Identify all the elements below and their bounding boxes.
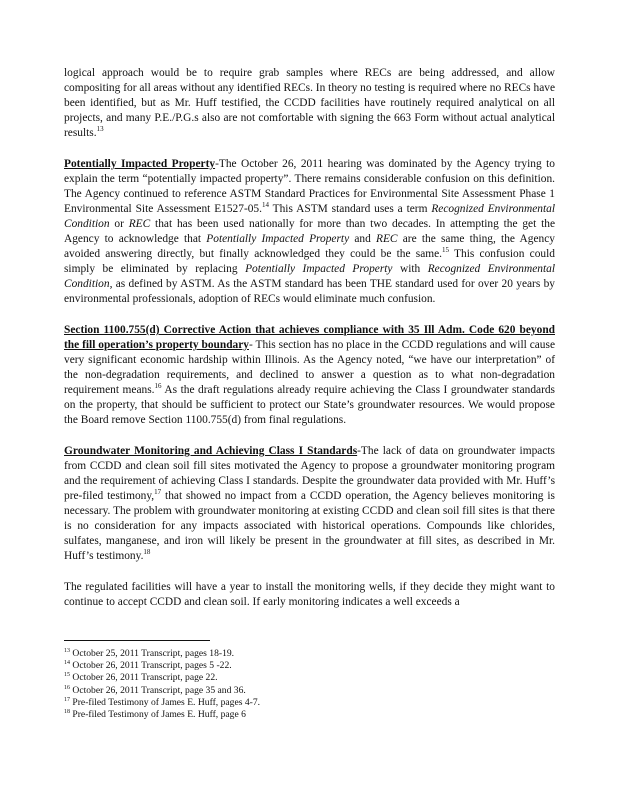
paragraph-potentially-impacted-property: Potentially Impacted Property-The October 26, 2011 hearing was dominated by the Agency trying to explain the term “potentially impacted property”. There remains considerable confusion on this definition. The Agency continued to reference ASTM Standard Practices for Environmental Site Assessment Phase 1 Environmental Site Assessment E1527-05.14 This ASTM standard uses a term Recognized Environmental Condition or REC that has been used nationally for more than two decades. In attempting the get the Agency to acknowledge that Potentially Impacted Property and REC are the same thing, the Agency avoided answering directly, but finally acknowledged they could be the same.$^{15}$ This confusion could simply be eliminated by replacing Potentially Impacted Property with Recognized Environmental Condition, as defined by ASTM. As the ASTM standard has been THE standard used for over 20 years by environmental professionals, adoption of RECs would eliminate much confusion. <box>64 158 556 305</box>
footnote-ref-13: 13 <box>96 125 104 134</box>
footnotes <box>64 640 555 721</box>
paragraph-sampling-approach: logical approach would be to require grab samples where RECs are being addressed, and allow compositing for all areas without any identified RECs. In theory no testing is required where no RECs have been identified, but as Mr. Huff testified, the CCDD facilities have routinely required analytical on all projects, and many P.E./P.G.s also are not comfortable with signing the 663 Form without actual analytical results.$^{13}$ <box>64 67 555 139</box>
footnote-ref-14: 14 <box>261 201 269 210</box>
footnote-16: $^{16}$ October 26, 2011 Transcript, page 35 and 36. <box>64 684 246 696</box>
footnote-ref-15: 15 <box>442 246 450 255</box>
section-heading-potentially-impacted-property: Potentially Impacted Property <box>64 158 216 170</box>
section-heading-groundwater-monitoring: Groundwater Monitoring and Achieving Class I Standards <box>64 445 358 457</box>
footnote-15: $^{15}$ October 26, 2011 Transcript, page 22. <box>64 672 218 684</box>
paragraph-section-1100-755d: Section 1100.755(d) Corrective Action that achieves compliance with 35 Ill Adm. Code 620 beyond the fill operation’s property boundary- This section has no place in the CCDD regulations and will cause very significant economic hardship within Illinois. As the Agency noted, “we have our interpretation” of the non-degradation requirements, and declined to answer a question as to what non-degradation requirement means.$^{16}$ As the draft regulations already require achieving the Class I groundwater standards on the property, that should be sufficient to protect our State’s groundwater resources. We would propose the Board remove Section 1100.755(d) from final regulations. <box>64 324 555 426</box>
footnote-divider <box>64 640 210 641</box>
footnote-ref-17: 17 <box>154 488 162 497</box>
paragraph-monitoring-wells: The regulated facilities will have a year to install the monitoring wells, if they decide they might want to continue to accept CCDD and clean soil. If early monitoring indicates a well exceeds a <box>64 581 555 608</box>
footnote-17: $^{17}$ Pre-filed Testimony of James E. Huff, pages 4-7. <box>64 696 261 708</box>
footnote-ref-16: 16 <box>154 382 162 391</box>
footnote-ref-18: 18 <box>143 548 151 557</box>
section-heading-corrective-action: Section 1100.755(d) Corrective Action that achieves compliance with 35 Ill Adm. Code 620 beyond the fill operation’s property boundary <box>64 324 555 351</box>
footnote-18: $^{18}$ Pre-filed Testimony of James E. Huff, page 6 <box>64 708 246 721</box>
footnote-13: $^{13}$ October 25, 2011 Transcript, pages 18-19. <box>64 647 235 659</box>
body-text <box>64 66 555 610</box>
footnote-14: $^{14}$ October 26, 2011 Transcript, pages 5 -22. <box>64 660 232 672</box>
paragraph-groundwater-monitoring: Groundwater Monitoring and Achieving Class I Standards-The lack of data on groundwater impacts from CCDD and clean soil fill sites motivated the Agency to propose a groundwater monitoring program and the requirement of achieving Class I standards. Despite the groundwater data provided with Mr. Huff’s pre-filed testimony,$^{17}$ that showed no impact from a CCDD operation, the Agency believes monitoring is necessary. The problem with groundwater monitoring at existing CCDD and clean soil fill sites is that there is no consideration for any impacts associated with historical operations. Compounds like chlorides, sulfates, manganese, and iron will likely be present in the groundwater at fill sites, as described in Mr. Huff’s testimony.$^{18}$ <box>64 445 555 562</box>
